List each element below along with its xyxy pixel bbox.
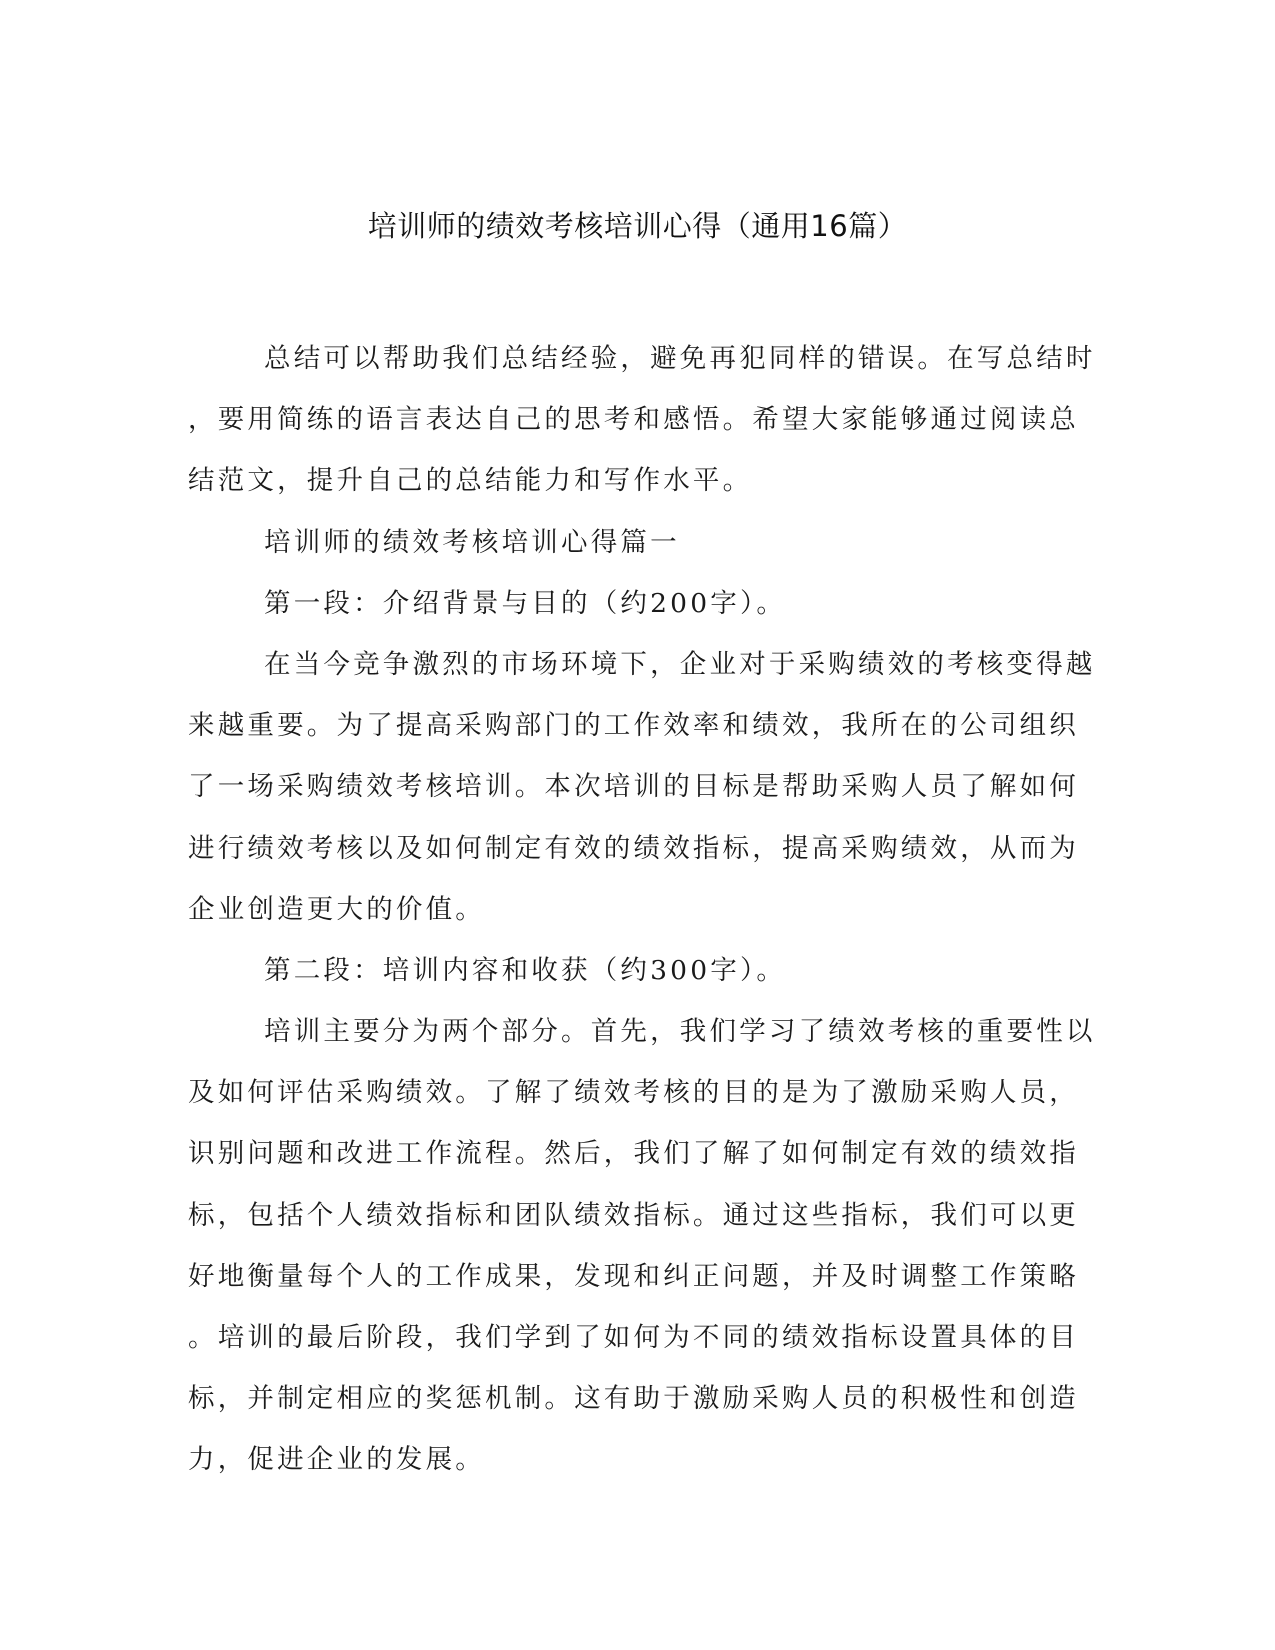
text-line: 标，并制定相应的奖惩机制。这有助于激励采购人员的积极性和创造 — [188, 1383, 1079, 1415]
text-line: 在当今竞争激烈的市场环境下，企业对于采购绩效的考核变得越 — [264, 648, 1096, 680]
text-line: 及如何评估采购绩效。了解了绩效考核的目的是为了激励采购人员， — [188, 1077, 1079, 1109]
text-line: 来越重要。为了提高采购部门的工作效率和绩效，我所在的公司组织 — [188, 710, 1079, 742]
text-line: 进行绩效考核以及如何制定有效的绩效指标，提高采购绩效，从而为 — [188, 832, 1079, 864]
text-line: 力，促进企业的发展。 — [188, 1444, 485, 1476]
document-body — [188, 328, 1096, 1491]
text-line: 了一场采购绩效考核培训。本次培训的目标是帮助采购人员了解如何 — [188, 771, 1079, 803]
text-line: 培训主要分为两个部分。首先，我们学习了绩效考核的重要性以 — [264, 1016, 1096, 1048]
text-line: 企业创造更大的价值。 — [188, 893, 485, 925]
section-subheading: 第一段：介绍背景与目的（约200字）。 — [264, 587, 787, 619]
section-heading: 培训师的绩效考核培训心得篇一 — [264, 526, 680, 558]
text-line: 总结可以帮助我们总结经验，避免再犯同样的错误。在写总结时 — [264, 343, 1096, 374]
text-line: ，要用简练的语言表达自己的思考和感悟。希望大家能够通过阅读总 — [188, 404, 1079, 436]
text-line: 结范文，提升自己的总结能力和写作水平。 — [188, 465, 753, 497]
text-line: 标，包括个人绩效指标和团队绩效指标。通过这些指标，我们可以更 — [188, 1199, 1079, 1231]
text-line: 好地衡量每个人的工作成果，发现和纠正问题，并及时调整工作策略 — [188, 1260, 1079, 1292]
section-subheading: 第二段：培训内容和收获（约300字）。 — [264, 954, 787, 986]
text-line: 。培训的最后阶段，我们学到了如何为不同的绩效指标设置具体的目 — [188, 1322, 1079, 1353]
document-title: 培训师的绩效考核培训心得（通用16篇） — [367, 209, 908, 243]
text-line: 识别问题和改进工作流程。然后，我们了解了如何制定有效的绩效指 — [188, 1138, 1079, 1170]
